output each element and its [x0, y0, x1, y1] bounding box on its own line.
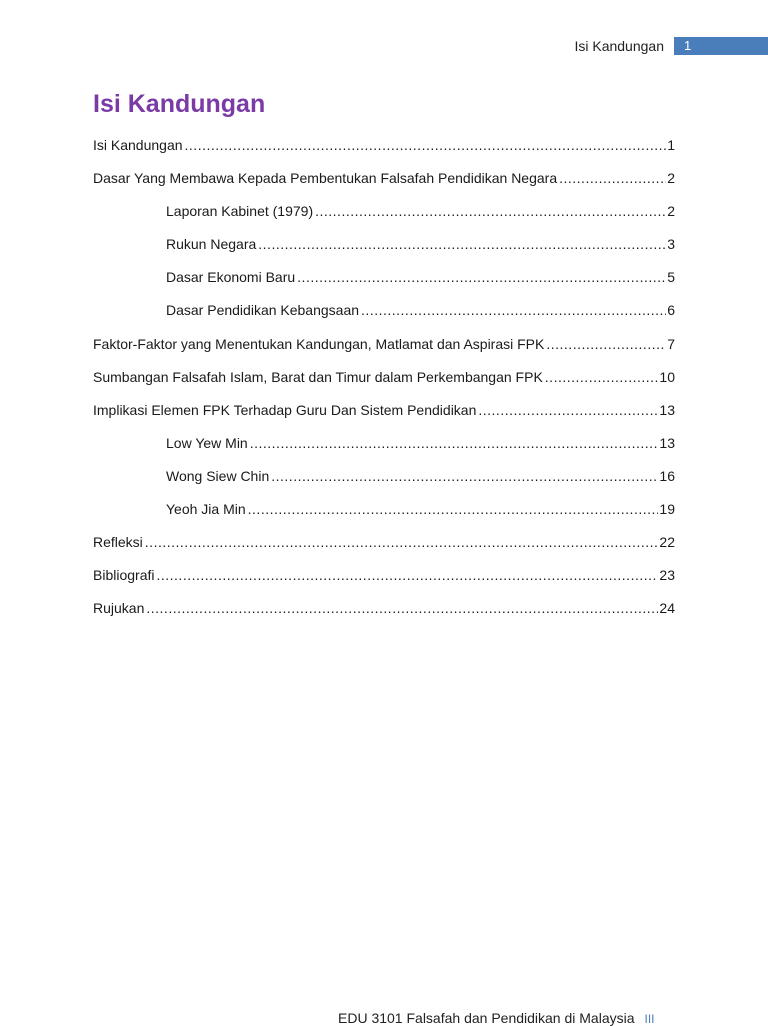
toc-entry-text: Isi Kandungan [93, 137, 183, 153]
toc-entry-text: Dasar Ekonomi Baru [166, 269, 296, 286]
page-header [574, 36, 768, 56]
toc-entry-page-number: 19 [659, 501, 675, 518]
header-title: Isi Kandungan [574, 38, 664, 54]
toc-entry[interactable] [93, 501, 675, 534]
toc-dot-leader [545, 369, 659, 385]
toc-entry[interactable] [93, 600, 675, 633]
toc-entry-page-number: 23 [659, 567, 675, 584]
toc-dot-leader [258, 236, 666, 252]
toc-entry[interactable] [93, 402, 675, 435]
toc-entry-text: Dasar Yang Membawa Kepada Pembentukan Falsafah Pendidikan Negara [93, 170, 558, 187]
toc-entry-page-number: 10 [659, 368, 675, 385]
toc-entry-page-number: 1 [667, 137, 675, 153]
toc-entry-text: Low Yew Min [166, 434, 248, 451]
toc-entry-page-number: 5 [667, 269, 675, 286]
header-page-number: 1 [674, 37, 768, 55]
toc-dot-leader [185, 137, 667, 153]
toc-dot-leader [478, 402, 658, 418]
toc-dot-leader [146, 600, 658, 616]
toc-entry[interactable] [93, 369, 675, 402]
toc-heading: Isi Kandungan [93, 90, 266, 118]
toc-entry-text: Faktor-Faktor yang Menentukan Kandungan, Matlamat dan Aspirasi FPK [93, 335, 545, 352]
toc-entry[interactable] [93, 435, 675, 468]
toc-entry-page-number: 2 [667, 170, 675, 187]
toc-entry[interactable] [93, 236, 675, 269]
toc-dot-leader [559, 170, 666, 186]
toc-entry-text: Dasar Pendidikan Kebangsaan [166, 302, 360, 319]
toc-entry[interactable] [93, 336, 675, 369]
toc-dot-leader [250, 435, 659, 451]
toc-entry-text: Bibliografi [93, 567, 155, 584]
toc-entry-text: Sumbangan Falsafah Islam, Barat dan Timur dalam Perkembangan FPK [93, 368, 543, 385]
toc-entry[interactable] [93, 137, 675, 170]
toc-entry-page-number: 2 [667, 203, 675, 220]
toc-dot-leader [248, 501, 659, 517]
toc-entry-text: Yeoh Jia Min [166, 501, 246, 518]
toc-entry-text: Laporan Kabinet (1979) [166, 203, 314, 220]
toc-entry-text: Rukun Negara [166, 236, 257, 253]
toc-dot-leader [315, 203, 666, 219]
toc-entry[interactable] [93, 203, 675, 236]
toc-entry-page-number: 13 [659, 401, 675, 418]
toc-entry-page-number: 22 [659, 534, 675, 551]
toc-entry-page-number: 16 [659, 467, 675, 484]
footer-course-title: EDU 3101 Falsafah dan Pendidikan di Malaysia [338, 1010, 635, 1026]
toc-entry[interactable] [93, 269, 675, 302]
toc-entry-text: Implikasi Elemen FPK Terhadap Guru Dan Sistem Pendidikan [93, 401, 477, 418]
toc-entry[interactable] [93, 170, 675, 203]
toc-entry-text: Wong Siew Chin [166, 467, 270, 484]
toc-entry-page-number: 3 [667, 236, 675, 253]
toc-entry[interactable] [93, 567, 675, 600]
toc-dot-leader [361, 302, 666, 318]
toc-dot-leader [156, 567, 658, 583]
toc-entry[interactable] [93, 468, 675, 501]
toc-entry-text: Rujukan [93, 600, 145, 617]
footer-mark: III [644, 1012, 655, 1026]
toc-entry[interactable] [93, 302, 675, 335]
toc-entry-page-number: 13 [659, 434, 675, 451]
toc-dot-leader [145, 534, 659, 550]
toc-dot-leader [297, 269, 666, 285]
table-of-contents [93, 137, 675, 633]
toc-entry-page-number: 6 [667, 302, 675, 319]
toc-dot-leader [546, 336, 666, 352]
toc-entry[interactable] [93, 534, 675, 567]
toc-entry-page-number: 7 [667, 335, 675, 352]
toc-entry-page-number: 24 [659, 600, 675, 617]
toc-dot-leader [271, 468, 658, 484]
toc-entry-text: Refleksi [93, 534, 143, 551]
